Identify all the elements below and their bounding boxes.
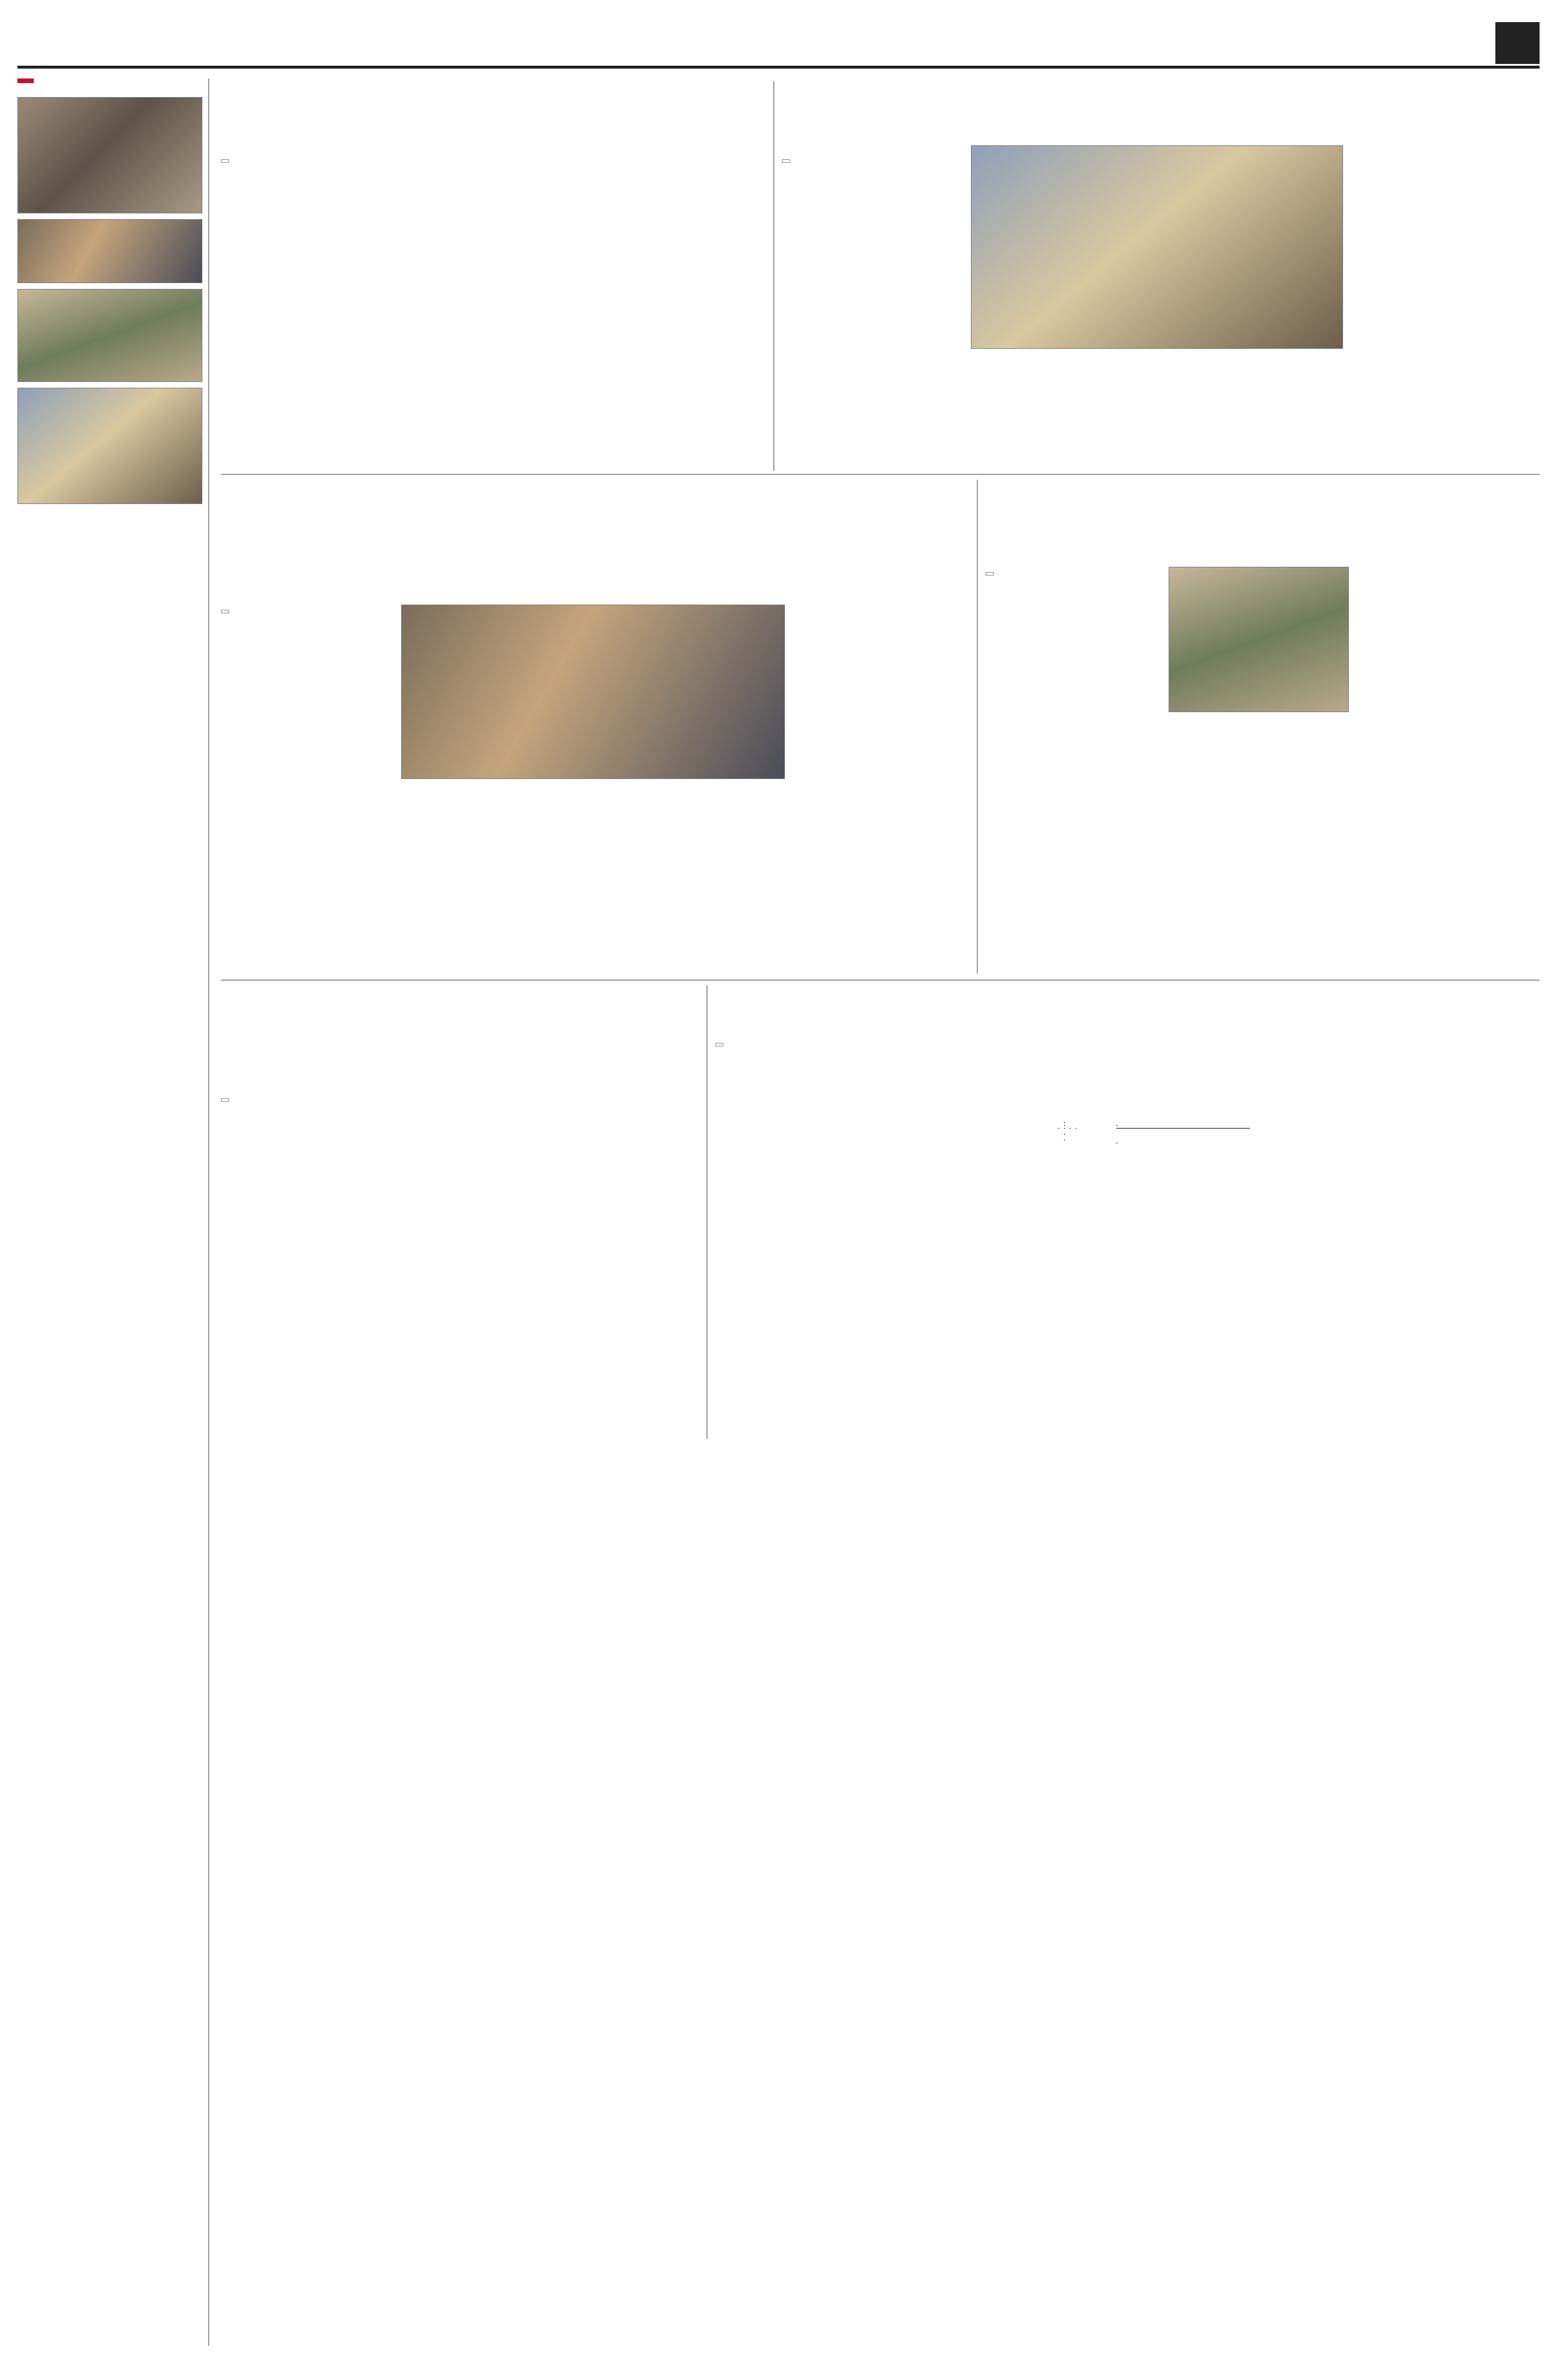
article-text (1169, 718, 1349, 974)
byline-box (782, 154, 956, 189)
section-rule (221, 980, 1540, 981)
article-text (221, 195, 390, 462)
byline (715, 1043, 723, 1046)
article-text (599, 785, 785, 974)
byline-box (715, 1038, 901, 1073)
article-text (715, 1078, 901, 1436)
article-text (465, 1093, 698, 1436)
byline (782, 159, 790, 163)
column-rule (706, 985, 708, 1439)
article-6-right (1116, 1078, 1523, 1436)
article-text (401, 343, 576, 465)
article-text (971, 358, 1151, 468)
article-text (401, 195, 762, 334)
brief-photo (17, 219, 202, 283)
article-text (782, 195, 962, 468)
brief-photo (17, 388, 202, 504)
article-text (794, 608, 968, 934)
article-text (985, 605, 1160, 974)
column-rule (773, 81, 774, 471)
article-text (913, 1078, 1105, 1436)
byline-box (985, 567, 1160, 602)
article-2-head (782, 81, 1538, 128)
article-3-head (221, 480, 977, 596)
brief-photo (17, 289, 202, 382)
byline (221, 1098, 229, 1102)
article-text (401, 785, 587, 974)
article-4-head (985, 480, 1544, 567)
page-number (1495, 22, 1540, 64)
article-text (1360, 567, 1540, 974)
byline-box (221, 605, 395, 628)
byline-box (221, 154, 395, 189)
byline (985, 572, 994, 576)
article-text (1355, 145, 1540, 468)
byline-box (221, 1093, 395, 1128)
article-text (221, 1134, 453, 1436)
section-rule (221, 474, 1540, 475)
candidates-photo (1169, 567, 1349, 712)
article-text (221, 631, 390, 974)
article-5-head (221, 985, 698, 1090)
column-rule (977, 480, 978, 974)
news-brief-column (17, 78, 209, 2346)
byline (221, 159, 229, 163)
article-text (587, 343, 762, 465)
cash-seizure-photo (971, 145, 1343, 349)
brief-photo (17, 97, 202, 213)
article-text (1163, 358, 1343, 468)
byline (221, 610, 229, 613)
masthead (17, 10, 1540, 69)
side-box (794, 605, 968, 974)
income-tax-raid-photo (401, 605, 785, 779)
news-brief-label (17, 78, 34, 83)
